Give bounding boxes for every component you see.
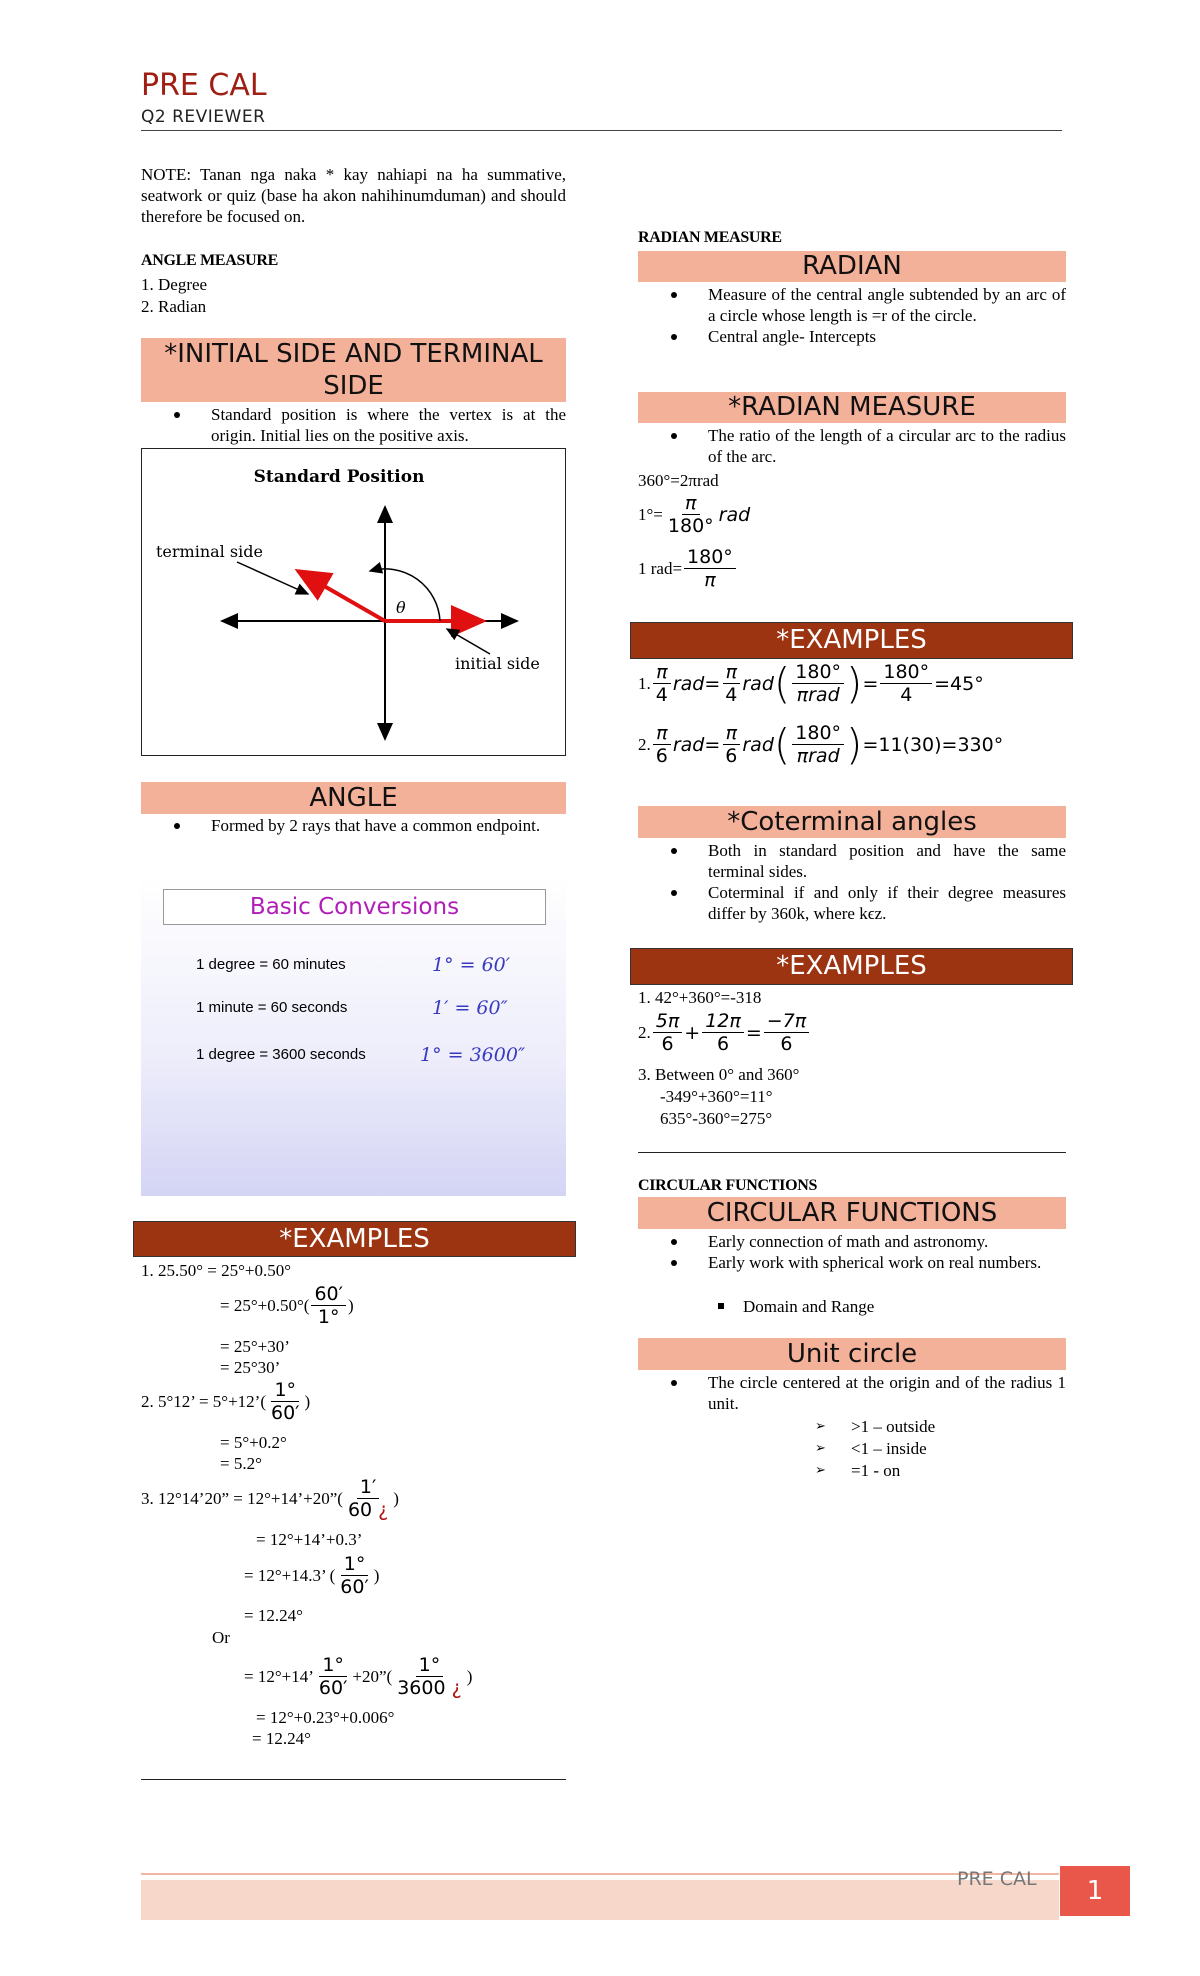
radian-list <box>638 284 1066 347</box>
fraction <box>345 1476 391 1521</box>
numerator: π <box>653 661 670 684</box>
numerator: 180° <box>792 661 844 684</box>
example-line <box>244 1553 379 1598</box>
initial-side-list <box>141 404 566 446</box>
arrow-item-label: >1 – outside <box>851 1417 936 1436</box>
coterminal-example: 635°-360°=275° <box>660 1109 773 1128</box>
initial-pointer <box>447 629 490 654</box>
arrow-bullet-icon: ➢ <box>815 1463 826 1478</box>
rad-unit: rad <box>742 733 774 756</box>
radian-example <box>638 658 984 708</box>
right-rule <box>638 1152 1066 1153</box>
equals-sign: = <box>862 672 879 695</box>
fraction <box>792 661 844 706</box>
list-item: The circle centered at the origin and of the radius 1 unit. <box>638 1372 1066 1414</box>
radian-measure-band: *RADIAN MEASURE <box>638 392 1066 423</box>
list-item: Early connection of math and astronomy. <box>638 1231 1066 1252</box>
fraction <box>722 661 740 706</box>
example-line: 1. 25.50° = 25°+0.50° <box>141 1261 292 1280</box>
coterminal-example: 3. Between 0° and 360° <box>638 1065 800 1084</box>
terminal-side-label: terminal side <box>156 542 263 561</box>
numerator: π <box>653 722 670 745</box>
example-line: = 5.2° <box>220 1454 262 1473</box>
footer-band <box>141 1880 1059 1920</box>
footer-label: PRE CAL <box>957 1868 1037 1890</box>
angle-measure-item: 1. Degree <box>141 275 208 294</box>
equals-sign: = <box>745 1021 762 1044</box>
paren-close: ) <box>846 719 863 769</box>
equals-sign: = <box>704 672 721 695</box>
arrow-item-label: =1 - on <box>851 1461 901 1480</box>
fraction <box>684 546 736 591</box>
fraction <box>665 492 717 537</box>
square-bullet-icon <box>718 1303 724 1309</box>
rad-unit: rad <box>742 672 774 695</box>
numerator: 1° <box>271 1379 299 1402</box>
example-label: 2. <box>638 734 651 754</box>
numerator: 12π <box>702 1010 744 1033</box>
conversion-math: 1° = 3600″ <box>420 1044 526 1066</box>
list-item: Early work with spherical work on real numbers. <box>638 1252 1066 1273</box>
paren-open: ( <box>773 719 791 769</box>
initial-side-band: *INITIAL SIDE AND TERMINAL SIDE <box>141 338 566 402</box>
example-line <box>220 1283 354 1328</box>
fraction <box>268 1379 303 1424</box>
unit-circle-arrow-item <box>815 1416 936 1437</box>
example-line: = 12.24° <box>244 1606 303 1625</box>
denominator: 4 <box>900 684 913 706</box>
radian-example <box>638 719 1004 769</box>
fraction <box>880 661 932 706</box>
example-text: = 12°+14.3’ ( <box>244 1565 336 1585</box>
example-result: =45° <box>934 672 984 695</box>
denominator: 60′ <box>340 1576 369 1598</box>
denominator: 6 <box>780 1033 793 1055</box>
list-item: Central angle- Intercepts <box>638 326 1066 347</box>
denominator: πrad <box>796 745 840 767</box>
note-text: NOTE: Tanan nga naka * kay nahiapi na ha summative, seatwork or quiz (base ha akon nahihinumduman) and should therefore be focused on. <box>141 165 566 226</box>
conversion-text: 1 degree = 60 minutes <box>196 956 346 973</box>
unit-circle-list <box>638 1372 1066 1414</box>
denominator-glyph: ¿ <box>378 1499 389 1521</box>
diagram-svg <box>142 449 564 754</box>
coterminal-example <box>638 1010 811 1055</box>
radian-equation: 360°=2πrad <box>638 471 719 490</box>
list-item: The ratio of the length of a circular arc to the radius of the arc. <box>638 425 1066 467</box>
coterminal-example: -349°+360°=11° <box>660 1087 773 1106</box>
denominator: 180° <box>667 515 714 537</box>
numerator: 180° <box>880 661 932 684</box>
denominator: πrad <box>796 684 840 706</box>
fraction <box>792 722 844 767</box>
radian-measure-list <box>638 425 1066 467</box>
conversion-math: 1° = 60′ <box>432 954 511 976</box>
example-line <box>141 1379 310 1424</box>
example-text: ) <box>347 1295 354 1315</box>
denominator: 60′ <box>318 1677 348 1699</box>
equation-text: rad <box>718 503 751 526</box>
radian-equation <box>638 492 750 537</box>
theta-label: θ <box>396 598 406 617</box>
example-line: = 12.24° <box>252 1729 311 1748</box>
examples-band-right-1: *EXAMPLES <box>630 622 1073 659</box>
angle-list <box>141 815 566 836</box>
list-item: Both in standard position and have the same terminal sides. <box>638 840 1066 882</box>
arrow-bullet-icon: ➢ <box>815 1441 826 1456</box>
numerator: 1′ <box>357 1476 379 1499</box>
example-line: = 12°+14’+0.3’ <box>256 1530 363 1549</box>
coterminal-band: *Coterminal angles <box>638 806 1066 838</box>
list-item: Measure of the central angle subtended by an arc of a circle whose length is =r of the circle. <box>638 284 1066 326</box>
equation-text: 1 rad= <box>638 558 683 578</box>
example-label: 2. <box>638 1022 651 1042</box>
numerator: 60′ <box>311 1283 346 1306</box>
denominator: 6 <box>716 1033 730 1055</box>
radian-band: RADIAN <box>638 251 1066 282</box>
numerator: π <box>682 492 699 515</box>
numerator: 5π <box>653 1010 683 1033</box>
fraction <box>764 1010 809 1055</box>
rad-unit: rad <box>672 672 705 695</box>
angle-band: ANGLE <box>141 782 566 814</box>
fraction <box>316 1654 351 1699</box>
example-text: +20”( <box>352 1666 393 1686</box>
numerator: 1° <box>319 1654 347 1677</box>
denominator: 1° <box>317 1306 340 1328</box>
header-divider <box>141 130 1062 131</box>
example-text: ) <box>393 1488 399 1508</box>
sub-list-item-label: Domain and Range <box>743 1297 875 1316</box>
unit-circle-arrow-item <box>815 1438 927 1459</box>
unit-circle-band: Unit circle <box>638 1338 1066 1370</box>
header-subtitle: Q2 REVIEWER <box>141 107 266 127</box>
list-item: Standard position is where the vertex is at the origin. Initial lies on the positive axis. <box>141 404 566 446</box>
standard-position-diagram <box>141 448 566 756</box>
equation-text: 1°= <box>638 504 663 524</box>
left-bottom-rule <box>141 1779 566 1780</box>
list-item: Coterminal if and only if their degree measures differ by 360k, where kϵz. <box>638 882 1066 924</box>
conversions-title: Basic Conversions <box>163 889 546 925</box>
numerator: π <box>723 661 740 684</box>
numerator: 180° <box>792 722 844 745</box>
rad-unit: rad <box>672 733 705 756</box>
page-number: 1 <box>1060 1866 1130 1916</box>
example-label: 1. <box>638 673 651 693</box>
circular-functions-heading: CIRCULAR FUNCTIONS <box>638 1177 818 1194</box>
plus-sign: + <box>684 1021 701 1044</box>
arrow-item-label: <1 – inside <box>851 1439 927 1458</box>
fraction <box>311 1283 346 1328</box>
example-text: ) <box>373 1565 380 1585</box>
example-text: 2. 5°12’ = 5°+12’( <box>141 1391 266 1411</box>
example-line <box>244 1654 472 1699</box>
numerator: 1° <box>416 1654 444 1677</box>
paren-open: ( <box>773 658 791 708</box>
circular-functions-list <box>638 1231 1066 1273</box>
denominator-value: 60 <box>347 1499 373 1521</box>
denominator <box>394 1677 465 1699</box>
terminal-ray <box>298 571 385 621</box>
denominator: 6 <box>655 745 668 767</box>
conversion-text: 1 minute = 60 seconds <box>196 999 348 1016</box>
example-line: = 25°+30’ <box>220 1337 290 1356</box>
fraction <box>394 1654 465 1699</box>
numerator: −7π <box>764 1010 809 1033</box>
fraction <box>653 1010 683 1055</box>
numerator: 1° <box>341 1553 369 1576</box>
circular-functions-band: CIRCULAR FUNCTIONS <box>638 1197 1066 1229</box>
fraction <box>653 722 671 767</box>
fraction <box>722 722 740 767</box>
denominator: 6 <box>725 745 738 767</box>
denominator: 60′ <box>271 1402 300 1424</box>
numerator: 180° <box>684 546 736 569</box>
example-text: = 25°+0.50°( <box>220 1295 310 1315</box>
example-line: = 25°30’ <box>220 1358 281 1377</box>
denominator: π <box>704 569 716 591</box>
paren-close: ) <box>846 658 863 708</box>
radian-measure-heading: RADIAN MEASURE <box>638 229 782 246</box>
example-line: = 5°+0.2° <box>220 1433 287 1452</box>
fraction <box>702 1010 744 1055</box>
header-title: PRE CAL <box>141 68 267 103</box>
footer-line <box>141 1873 1059 1875</box>
coterminal-list <box>638 840 1066 924</box>
examples-band-left: *EXAMPLES <box>133 1221 576 1257</box>
fraction <box>653 661 671 706</box>
denominator <box>345 1499 391 1521</box>
arrow-bullet-icon: ➢ <box>815 1419 826 1434</box>
equals-sign: = <box>704 733 721 756</box>
angle-measure-item: 2. Radian <box>141 297 207 316</box>
example-line: = 12°+0.23°+0.006° <box>256 1708 395 1727</box>
initial-side-label: initial side <box>455 654 540 673</box>
example-text: = 12°+14’ <box>244 1666 314 1686</box>
diagram-title: Standard Position <box>253 467 425 487</box>
example-result: =11(30)=330° <box>862 733 1004 756</box>
denominator: 4 <box>655 684 668 706</box>
radian-equation <box>638 546 738 591</box>
examples-band-right-2: *EXAMPLES <box>630 948 1073 985</box>
example-line <box>141 1476 399 1521</box>
denominator: 4 <box>725 684 738 706</box>
example-text: ) <box>304 1391 311 1411</box>
denominator: 6 <box>661 1033 674 1055</box>
unit-circle-arrow-item <box>815 1460 901 1481</box>
list-item: Formed by 2 rays that have a common endpoint. <box>141 815 566 836</box>
example-text: ) <box>466 1666 473 1686</box>
coterminal-example: 1. 42°+360°=-318 <box>638 988 762 1007</box>
conversion-math: 1′ = 60″ <box>432 997 508 1019</box>
conversion-text: 1 degree = 3600 seconds <box>196 1046 366 1063</box>
denominator-glyph: ¿ <box>451 1677 462 1699</box>
numerator: π <box>723 722 740 745</box>
fraction <box>337 1553 372 1598</box>
example-line: Or <box>212 1628 230 1647</box>
sub-list-item <box>743 1296 874 1317</box>
denominator-value: 3600 <box>397 1677 446 1699</box>
angle-measure-heading: ANGLE MEASURE <box>141 252 279 269</box>
terminal-pointer <box>237 562 308 594</box>
example-text: 3. 12°14’20” = 12°+14’+20”( <box>141 1488 343 1508</box>
